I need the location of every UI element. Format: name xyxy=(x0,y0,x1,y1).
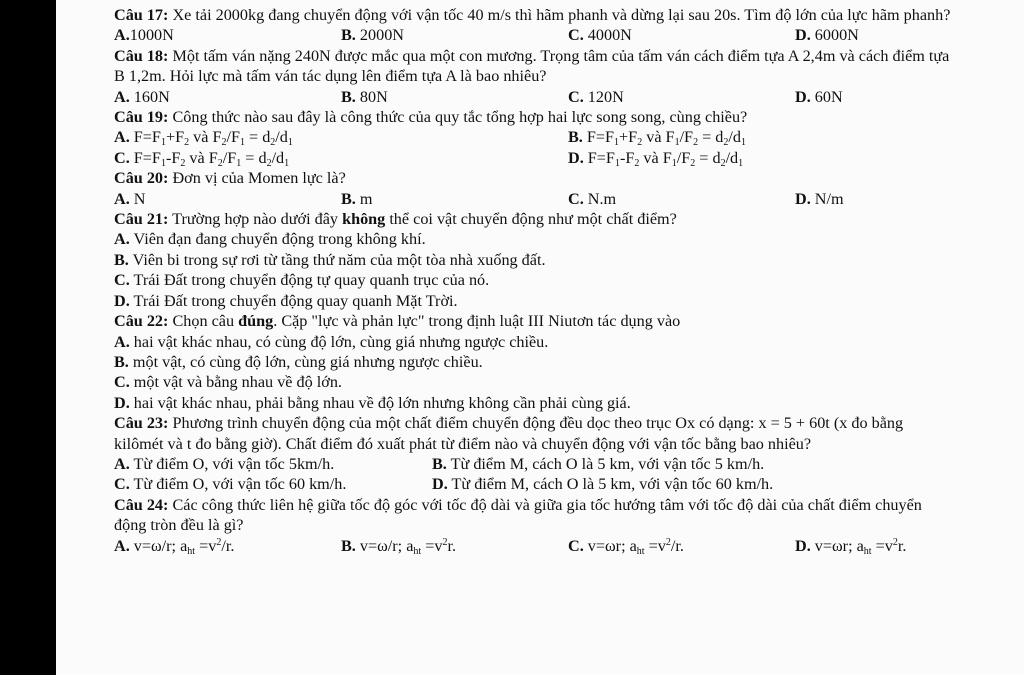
option-key: B. xyxy=(341,536,356,555)
option-key: C. xyxy=(568,536,584,555)
option-c[interactable] xyxy=(568,87,795,107)
option-text: m xyxy=(355,189,373,208)
question-emphasis: đúng xyxy=(238,312,274,331)
question-text: Một tấm ván nặng 240N được mắc qua một con mương. Trọng tâm của tấm ván cách điểm tựa A 2,4m và cách điểm tựa B 1,2m. Hỏi lực mà tấm ván tác dụng lên điểm tựa A là bao nhiêu? xyxy=(114,46,950,86)
option-key: A. xyxy=(114,536,130,555)
option-text: 160N xyxy=(129,87,170,106)
option-text: 2000N xyxy=(355,26,404,45)
options-row xyxy=(114,474,954,494)
question-text: Phương trình chuyển động của một chất điểm chuyển động đều dọc theo trục Ox có dạng: x = 5 + 60t (x đo bằng kilômét và t đo bằng giờ). Chất điểm đó xuất phát từ điểm nào và chuyển động với vận tốc bằng bao nhiêu? xyxy=(114,414,904,453)
question-text: thể coi vật chuyển động như một chất điểm? xyxy=(385,210,677,229)
option-c[interactable] xyxy=(114,372,954,392)
option-b[interactable] xyxy=(341,189,568,209)
option-d[interactable] xyxy=(432,474,773,494)
option-key: D. xyxy=(114,291,130,310)
options-row xyxy=(114,189,954,209)
options-row xyxy=(114,25,954,45)
option-key: D. xyxy=(795,26,811,45)
option-b[interactable] xyxy=(341,87,568,107)
option-key: D. xyxy=(568,148,584,167)
question-label: Câu 20: xyxy=(114,169,169,188)
option-text: Từ điểm M, cách O là 5 km, với vận tốc 60 km/h. xyxy=(447,475,774,494)
option-key: B. xyxy=(114,352,129,371)
option-text: v=ωr; $a_{ht} =v^2r$. xyxy=(810,536,907,557)
question-label: Câu 23: xyxy=(114,414,169,433)
options-row xyxy=(114,127,954,147)
option-text: một vật và bằng nhau về độ lớn. xyxy=(129,373,342,392)
option-key: C. xyxy=(568,87,584,106)
question-text: Các công thức liên hệ giữa tốc độ góc với tốc độ dài và giữa gia tốc hướng tâm với tốc độ dài của chất điểm chuyển động tròn đều là gì? xyxy=(114,495,922,535)
option-text: 80N xyxy=(355,87,388,106)
option-text: 4000N xyxy=(583,26,632,45)
option-text: $F=F_1+F_2$ và $F_2/F_1 = d_2/d_1$ xyxy=(129,128,293,149)
question-18 xyxy=(114,46,954,87)
option-text: v=ω/r; $a_{ht} =v^2r$. xyxy=(355,536,457,557)
option-key: A. xyxy=(114,230,130,249)
option-key: B. xyxy=(341,189,356,208)
question-text: Xe tải 2000kg đang chuyển động với vận tốc 40 m/s thì hãm phanh và dừng lại sau 20s. Tìm độ lớn của lực hãm phanh? xyxy=(168,6,951,24)
question-emphasis: không xyxy=(342,210,386,229)
option-text: N xyxy=(129,189,146,208)
question-text: Trường hợp nào dưới đây xyxy=(168,210,343,229)
option-key: A. xyxy=(114,128,130,147)
question-label: Câu 18: xyxy=(114,46,169,65)
question-23 xyxy=(114,413,954,454)
option-d[interactable] xyxy=(114,291,954,311)
option-key: D. xyxy=(114,393,130,412)
option-key: B. xyxy=(341,26,356,45)
question-label: Câu 19: xyxy=(114,108,169,127)
option-key: C. xyxy=(114,373,130,392)
option-key: D. xyxy=(432,475,448,494)
option-key: D. xyxy=(795,87,811,106)
option-text: N.m xyxy=(583,189,617,208)
option-key: A. xyxy=(114,332,130,351)
option-b[interactable] xyxy=(114,250,954,270)
option-text: $F=F_1-F_2$ và $F_1/F_2 = d_2/d_1$ xyxy=(583,148,744,169)
question-text: Chọn câu xyxy=(168,312,239,331)
option-text: Từ điểm O, với vận tốc 60 km/h. xyxy=(129,475,347,494)
option-key: D. xyxy=(795,189,811,208)
option-text: Viên đạn đang chuyển động trong không khí. xyxy=(129,230,426,249)
quiz-document xyxy=(114,5,954,556)
option-key: B. xyxy=(341,87,356,106)
option-key: C. xyxy=(114,148,130,167)
option-text: 120N xyxy=(583,87,624,106)
option-b[interactable] xyxy=(432,454,764,474)
option-text: hai vật khác nhau, phải bằng nhau về độ lớn nhưng không cần phải cùng giá. xyxy=(129,393,631,412)
option-a[interactable] xyxy=(114,536,341,556)
option-c[interactable] xyxy=(114,148,568,168)
question-17 xyxy=(114,5,954,25)
option-text: Trái Đất trong chuyển động tự quay quanh trục của nó. xyxy=(129,271,490,290)
option-d[interactable] xyxy=(795,189,844,209)
option-c[interactable] xyxy=(568,25,795,45)
option-a[interactable] xyxy=(114,127,568,147)
question-label: Câu 24: xyxy=(114,495,169,514)
option-b[interactable] xyxy=(114,352,954,372)
option-a[interactable] xyxy=(114,87,341,107)
option-key: B. xyxy=(568,128,583,147)
option-text: $F=F_1+F_2$ và $F_1/F_2 = d_2/d_1$ xyxy=(582,128,746,149)
options-row xyxy=(114,87,954,107)
option-d[interactable] xyxy=(795,25,859,45)
question-19 xyxy=(114,107,954,127)
option-key: C. xyxy=(568,189,584,208)
option-b[interactable] xyxy=(568,127,746,147)
option-key: C. xyxy=(568,26,584,45)
option-text: Từ điểm O, với vận tốc 5km/h. xyxy=(129,454,335,473)
option-a[interactable] xyxy=(114,332,954,352)
option-text: v=ω/r; $a_{ht} =v^2/r$. xyxy=(129,536,235,557)
option-b[interactable] xyxy=(341,536,568,556)
option-key: C. xyxy=(114,475,130,494)
question-text: Công thức nào sau đây là công thức của quy tắc tổng hợp hai lực song song, cùng chiều? xyxy=(168,108,748,127)
option-d[interactable] xyxy=(795,536,906,556)
option-d[interactable] xyxy=(568,148,743,168)
option-key: A. xyxy=(114,87,130,106)
option-text: Trái Đất trong chuyển động quay quanh Mặt Trời. xyxy=(129,291,458,310)
option-text: hai vật khác nhau, có cùng độ lớn, cùng giá nhưng ngược chiều. xyxy=(129,332,549,351)
question-label: Câu 22: xyxy=(114,312,169,331)
option-a[interactable] xyxy=(114,229,954,249)
option-key: B. xyxy=(432,454,447,473)
option-key: B. xyxy=(114,250,129,269)
option-c[interactable] xyxy=(568,189,795,209)
option-key: D. xyxy=(795,536,811,555)
question-label: Câu 17: xyxy=(114,6,169,24)
option-d[interactable] xyxy=(795,87,843,107)
option-text: $F=F_1-F_2$ và $F_2/F_1 = d_2/d_1$ xyxy=(129,148,290,169)
question-text: Đơn vị của Momen lực là? xyxy=(168,169,346,188)
question-21 xyxy=(114,209,954,229)
option-key: A. xyxy=(114,26,130,45)
question-label: Câu 21: xyxy=(114,210,169,229)
options-row xyxy=(114,148,954,168)
option-key: C. xyxy=(114,271,130,290)
option-text: Viên bi trong sự rơi từ tầng thứ năm của một tòa nhà xuống đất. xyxy=(128,250,546,269)
option-c[interactable] xyxy=(114,270,954,290)
option-text: 60N xyxy=(810,87,843,106)
option-c[interactable] xyxy=(568,536,795,556)
question-24 xyxy=(114,495,954,536)
option-c[interactable] xyxy=(114,474,432,494)
option-text: Từ điểm M, cách O là 5 km, với vận tốc 5 km/h. xyxy=(446,454,765,473)
option-key: A. xyxy=(114,189,130,208)
option-d[interactable] xyxy=(114,393,954,413)
question-20 xyxy=(114,168,954,188)
option-text: v=ωr; $a_{ht} =v^2/r$. xyxy=(583,536,684,557)
option-text: 6000N xyxy=(810,26,859,45)
option-a[interactable] xyxy=(114,454,432,474)
options-row xyxy=(114,454,954,474)
question-22 xyxy=(114,311,954,331)
option-a[interactable] xyxy=(114,25,341,45)
options-row xyxy=(114,536,954,556)
option-a[interactable] xyxy=(114,189,341,209)
question-text: . Cặp "lực và phản lực" trong định luật III Niutơn tác dụng vào xyxy=(273,312,681,331)
option-text: một vật, có cùng độ lớn, cùng giá nhưng ngược chiều. xyxy=(128,352,483,371)
option-b[interactable] xyxy=(341,25,568,45)
option-text: 1000N xyxy=(129,26,174,45)
option-text: N/m xyxy=(810,189,844,208)
option-key: A. xyxy=(114,454,130,473)
